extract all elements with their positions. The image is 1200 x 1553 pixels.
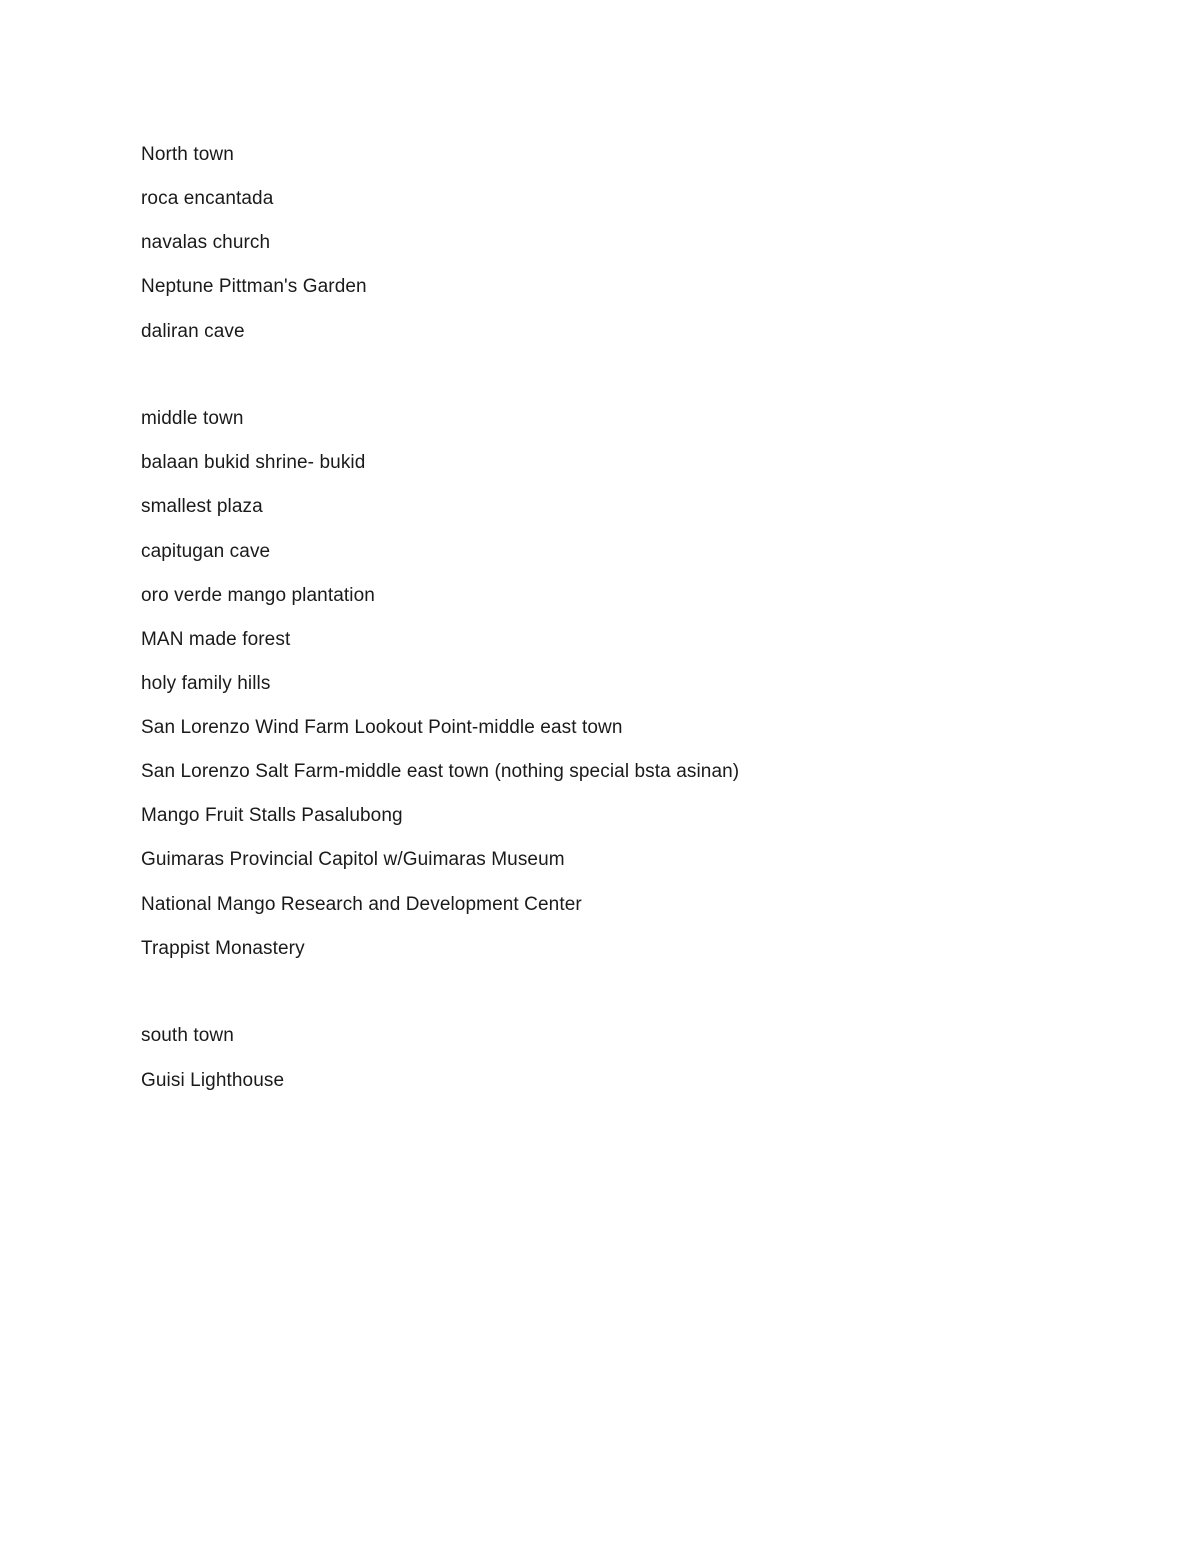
list-item: roca encantada <box>141 188 274 209</box>
list-item: Neptune Pittman's Garden <box>141 276 367 297</box>
list-item: San Lorenzo Wind Farm Lookout Point-middle east town <box>141 717 623 738</box>
list-item: Guisi Lighthouse <box>141 1070 285 1091</box>
section-heading-north-town: North town <box>141 144 234 165</box>
section-heading-south-town: south town <box>141 1025 234 1046</box>
section-heading-middle-town: middle town <box>141 408 244 429</box>
list-item: National Mango Research and Development Center <box>141 894 582 915</box>
list-item: Guimaras Provincial Capitol w/Guimaras Museum <box>141 849 565 870</box>
list-item: smallest plaza <box>141 496 263 517</box>
list-item: holy family hills <box>141 673 271 694</box>
list-item: navalas church <box>141 232 271 253</box>
list-item: balaan bukid shrine- bukid <box>141 452 366 473</box>
list-item: Trappist Monastery <box>141 938 305 959</box>
list-item: San Lorenzo Salt Farm-middle east town (nothing special bsta asinan) <box>141 761 740 782</box>
list-item: MAN made forest <box>141 629 291 650</box>
list-item: Mango Fruit Stalls Pasalubong <box>141 805 403 826</box>
list-item: daliran cave <box>141 321 245 342</box>
list-item: capitugan cave <box>141 541 271 562</box>
list-item: oro verde mango plantation <box>141 585 375 606</box>
